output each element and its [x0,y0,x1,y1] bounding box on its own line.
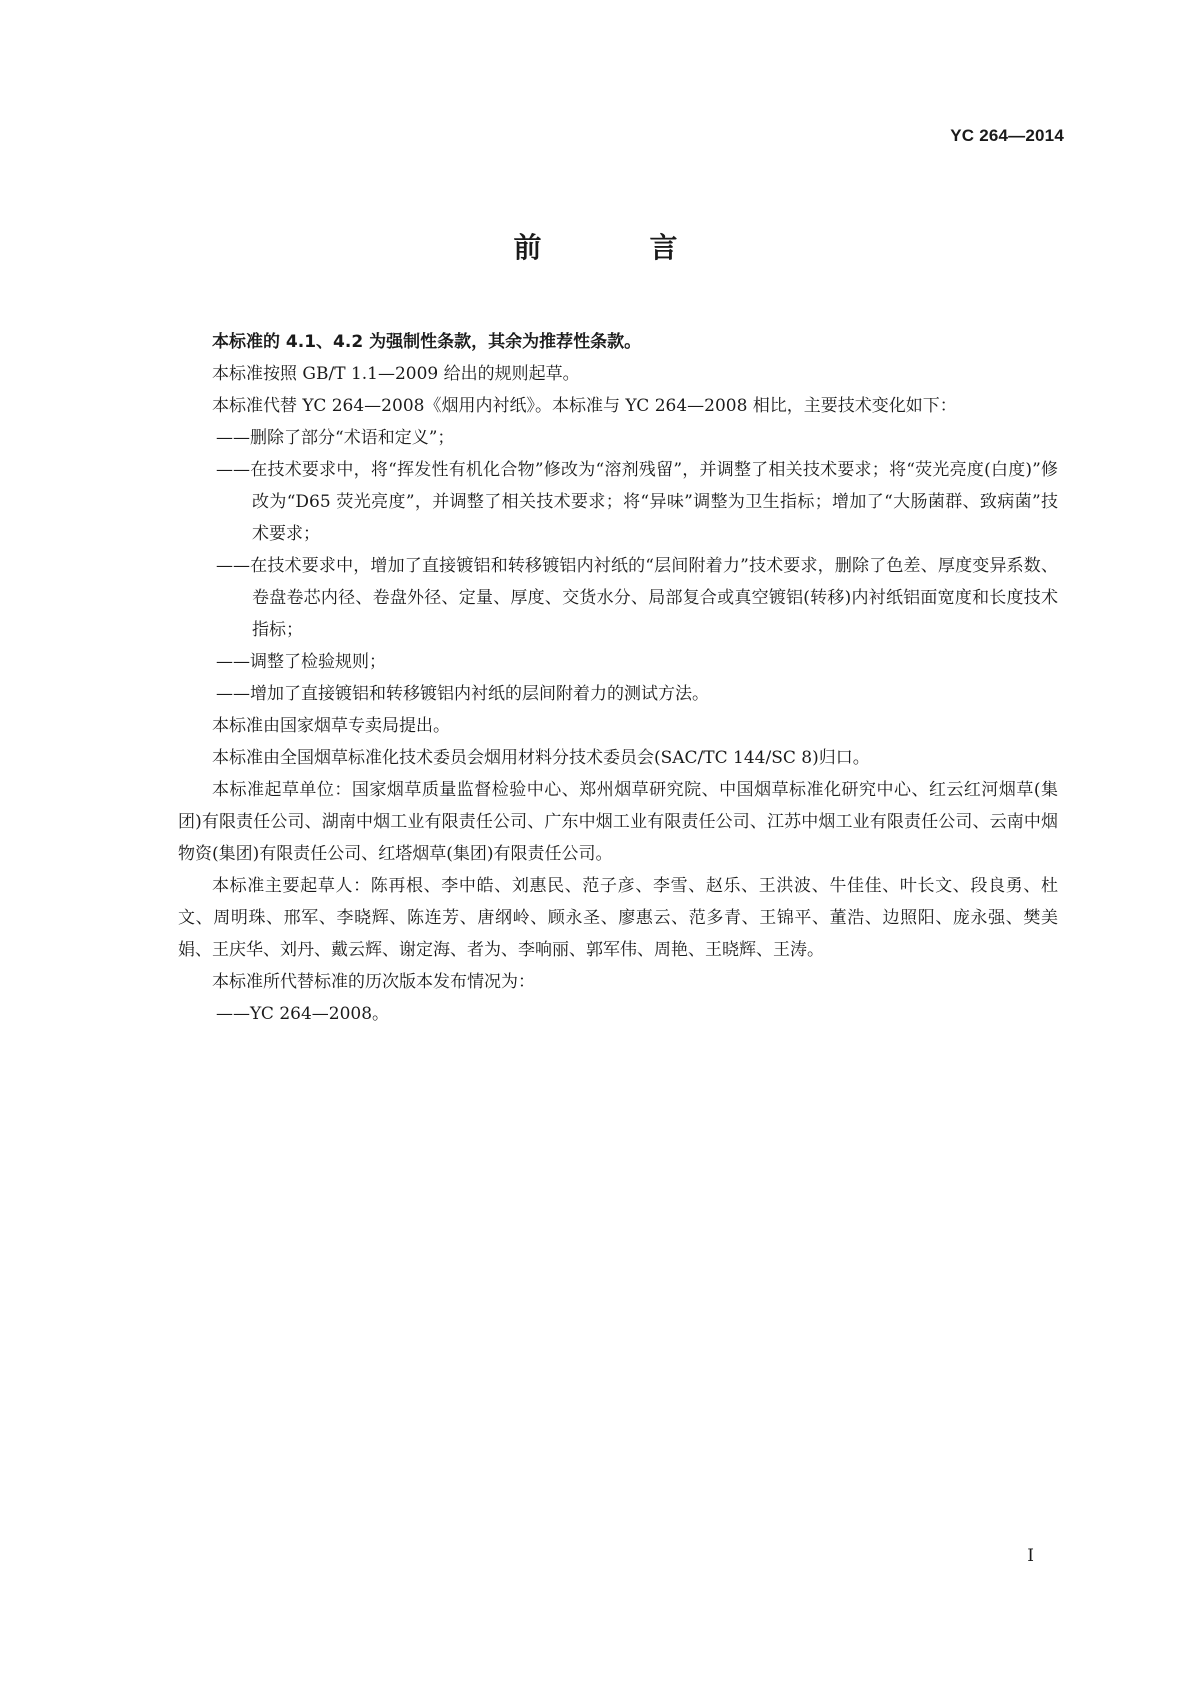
mandatory-clause-paragraph: 本标准的 4.1、4.2 为强制性条款，其余为推荐性条款。 [212,332,642,352]
previous-editions-paragraph: 本标准所代替标准的历次版本发布情况为： [212,972,535,992]
list-item: ——增加了直接镀铝和转移镀铝内衬纸的层间附着力的测试方法。 [216,684,709,704]
drafters-paragraph: 本标准主要起草人：陈再根、李中皓、刘惠民、范子彦、李雪、赵乐、王洪波、牛佳佳、叶长文、段良勇、杜文、周明珠、邢军、李晓辉、陈连芳、唐纲岭、顾永圣、廖惠云、范多青、王锦平、董浩、边照阳、庞永强、樊美娟、王庆华、刘丹、戴云辉、谢定海、者为、李响丽、郭军伟、周艳、王晓辉、王涛。 [178,876,1058,960]
proposer-paragraph: 本标准由国家烟草专卖局提出。 [212,716,450,736]
list-item: ——在技术要求中，将“挥发性有机化合物”修改为“溶剂残留”，并调整了相关技术要求；将“荧光亮度(白度)”修改为“D65 荧光亮度”，并调整了相关技术要求；将“异味”调整为卫生指标；增加了“大肠菌群、致病菌”技术要求； [216,460,1058,544]
page-number: I [1027,1546,1034,1566]
list-item: ——在技术要求中，增加了直接镀铝和转移镀铝内衬纸的“层间附着力”技术要求，删除了色差、厚度变异系数、卷盘卷芯内径、卷盘外径、定量、厚度、交货水分、局部复合或真空镀铝(转移)内衬纸铝面宽度和长度技术指标； [216,556,1058,640]
list-item: ——YC 264—2008。 [216,1004,390,1024]
list-item: ——删除了部分“术语和定义”； [216,428,455,448]
list-item: ——调整了检验规则； [216,652,386,672]
drafting-rules-paragraph: 本标准按照 GB/T 1.1—2009 给出的规则起草。 [212,364,580,384]
previous-editions-list [178,998,1058,1030]
replacement-paragraph: 本标准代替 YC 264—2008《烟用内衬纸》。本标准与 YC 264—2008 相比，主要技术变化如下： [212,396,957,416]
responsible-committee-paragraph: 本标准由全国烟草标准化技术委员会烟用材料分技术委员会(SAC/TC 144/SC 8)归口。 [212,748,870,768]
document-code-header: YC 264—2014 [950,126,1064,145]
foreword-body [178,326,1058,1030]
changes-list [178,422,1058,710]
drafting-units-paragraph: 本标准起草单位：国家烟草质量监督检验中心、郑州烟草研究院、中国烟草标准化研究中心、红云红河烟草(集团)有限责任公司、湖南中烟工业有限责任公司、广东中烟工业有限责任公司、江苏中烟工业有限责任公司、云南中烟物资(集团)有限责任公司、红塔烟草(集团)有限责任公司。 [178,780,1058,864]
page-title: 前 言 [513,231,718,264]
